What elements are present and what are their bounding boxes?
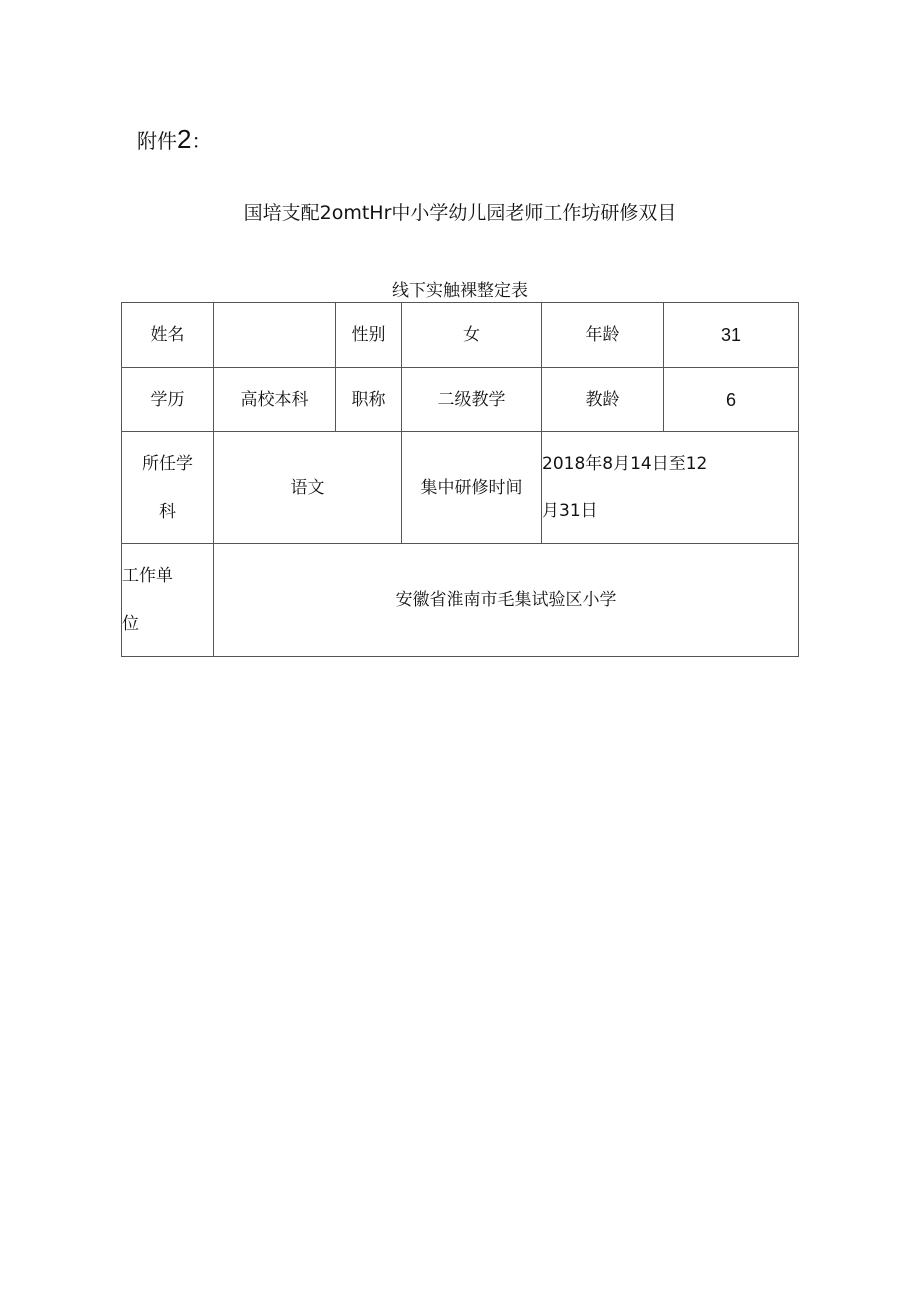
gender-value: 女 — [402, 303, 542, 368]
work-unit-label: 工作单位 — [122, 544, 214, 657]
form-row-basic-info — [122, 303, 799, 368]
document-title: 国培支配2omtHr中小学幼儿园老师工作坊研修双目 — [243, 202, 677, 224]
age-value: 31 — [664, 303, 799, 368]
name-label: 姓名 — [122, 303, 214, 368]
teaching-years-value: 6 — [664, 368, 799, 432]
education-value: 高校本科 — [214, 368, 336, 432]
professional-title-value: 二级教学 — [402, 368, 542, 432]
name-value — [214, 303, 336, 368]
registration-form-table — [121, 302, 799, 657]
form-row-subject — [122, 432, 799, 544]
training-time-label: 集中研修时间 — [402, 432, 542, 544]
attachment-number: 2 — [177, 124, 192, 154]
training-time-value: 2018年8月14日至12月31日 — [542, 432, 799, 544]
gender-label: 性别 — [336, 303, 402, 368]
education-label: 学历 — [122, 368, 214, 432]
teaching-years-label: 教龄 — [542, 368, 664, 432]
attachment-label — [137, 124, 211, 155]
age-label: 年龄 — [542, 303, 664, 368]
professional-title-label: 职称 — [336, 368, 402, 432]
work-unit-value: 安徽省淮南市毛集试验区小学 — [214, 544, 799, 657]
form-row-work-unit — [122, 544, 799, 657]
form-row-education — [122, 368, 799, 432]
subject-label: 所任学科 — [122, 432, 214, 544]
subject-value: 语文 — [214, 432, 402, 544]
attachment-colon: ： — [191, 129, 212, 153]
form-title: 线下实触裸整定表 — [392, 281, 528, 301]
attachment-text: 附件 — [137, 129, 177, 153]
